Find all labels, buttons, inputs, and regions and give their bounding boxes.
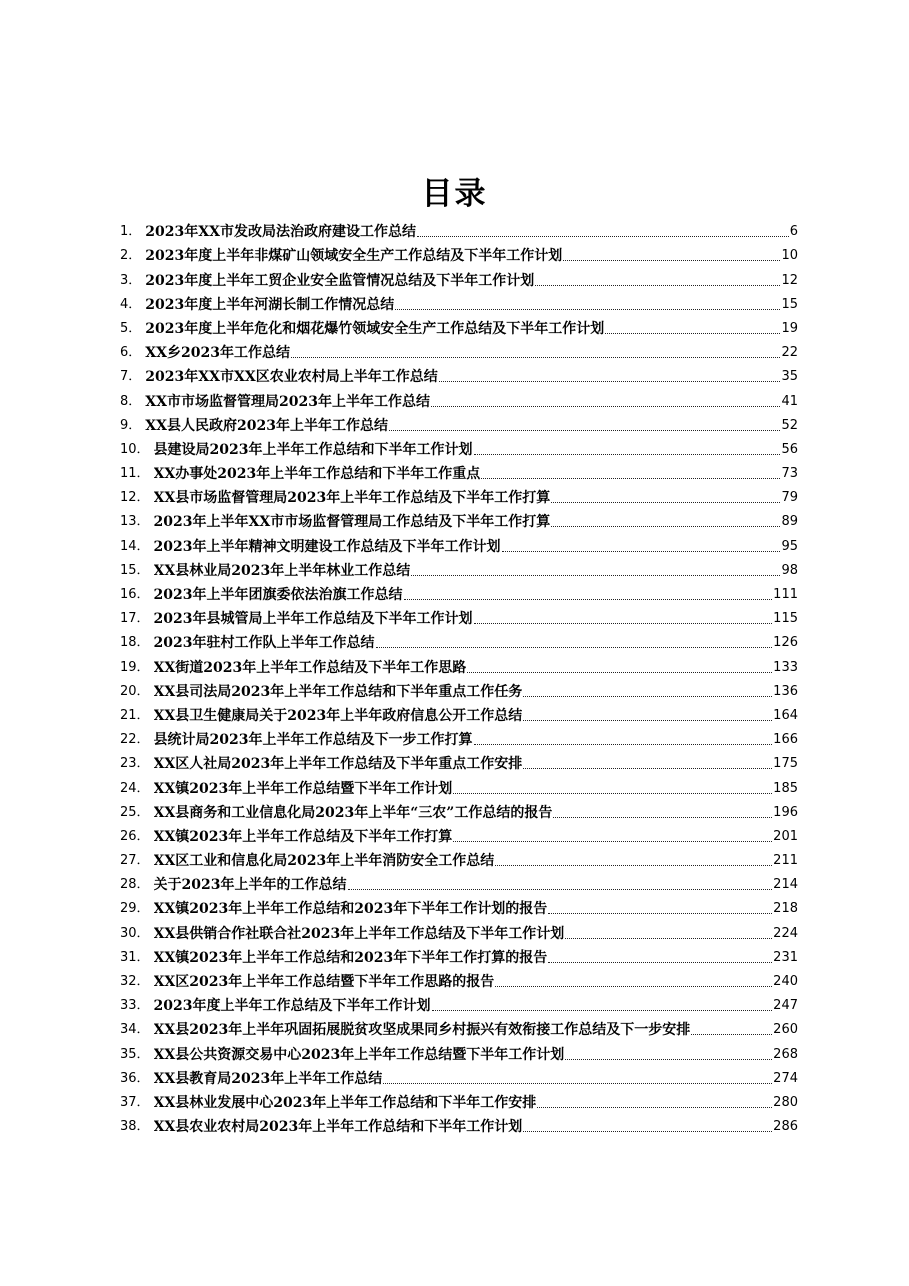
- toc-entry-34[interactable]: [120, 1016, 798, 1040]
- toc-entry-page-number: 115: [773, 611, 798, 627]
- toc-entry-number: 7．: [120, 369, 142, 385]
- toc-dot-leader: [404, 599, 773, 600]
- toc-entry-page-number: 286: [773, 1119, 798, 1135]
- toc-entry-title: 2023年县城管局上半年工作总结及下半年工作计划: [153, 611, 473, 628]
- toc-entry-page-number: 175: [773, 756, 798, 772]
- toc-entry-title: XX办事处2023年上半年工作总结和下半年工作重点: [153, 466, 481, 483]
- toc-entry-8[interactable]: [120, 387, 798, 411]
- toc-dot-leader: [523, 1131, 772, 1132]
- toc-dot-leader: [474, 623, 773, 624]
- toc-entry-number: 27．: [120, 853, 150, 869]
- toc-dot-leader: [474, 744, 773, 745]
- toc-dot-leader: [417, 236, 789, 237]
- toc-entry-35[interactable]: [120, 1040, 798, 1064]
- toc-dot-leader: [605, 333, 780, 334]
- toc-dot-leader: [411, 575, 780, 576]
- toc-entry-title: XX县教育局2023年上半年工作总结: [153, 1070, 383, 1087]
- toc-dot-leader: [291, 357, 780, 358]
- toc-entry-title: XX县司法局2023年上半年工作总结和下半年重点工作任务: [153, 683, 523, 700]
- toc-entry-title: XX县公共资源交易中心2023年上半年工作总结暨下半年工作计划: [153, 1046, 565, 1063]
- toc-entry-title: XX区2023年上半年工作总结暨下半年工作思路的报告: [153, 974, 495, 990]
- toc-entry-title: XX县供销合作社联合社2023年上半年工作总结及下半年工作计划: [153, 925, 565, 942]
- toc-entry-title: XX街道2023年上半年工作总结及下半年工作思路: [153, 659, 467, 676]
- toc-dot-leader: [548, 913, 772, 914]
- toc-entry-number: 9．: [120, 417, 142, 433]
- toc-entry-27[interactable]: [120, 847, 798, 871]
- toc-entry-10[interactable]: [120, 436, 798, 460]
- toc-entry-title: 2023年度上半年非煤矿山领域安全生产工作总结及下半年工作计划: [145, 248, 563, 265]
- toc-dot-leader: [565, 1059, 772, 1060]
- toc-entry-number: 5．: [120, 320, 142, 336]
- toc-entry-number: 14．: [120, 538, 150, 554]
- toc-entry-number: 23．: [120, 756, 150, 772]
- toc-entry-page-number: 95: [781, 538, 798, 554]
- toc-entry-number: 20．: [120, 683, 150, 699]
- toc-dot-leader: [548, 962, 772, 963]
- toc-dot-leader: [691, 1034, 772, 1035]
- toc-entry-page-number: 73: [781, 466, 798, 482]
- toc-entry-14[interactable]: [120, 532, 798, 556]
- toc-dot-leader: [523, 768, 772, 769]
- toc-entry-11[interactable]: [120, 460, 798, 484]
- toc-entry-7[interactable]: [120, 363, 798, 387]
- toc-entry-page-number: 185: [773, 780, 798, 796]
- toc-entry-18[interactable]: [120, 629, 798, 653]
- toc-entry-number: 22．: [120, 732, 150, 748]
- toc-entry-page-number: 19: [781, 320, 798, 336]
- toc-dot-leader: [432, 1010, 773, 1011]
- toc-dot-leader: [523, 720, 772, 721]
- toc-dot-leader: [481, 478, 780, 479]
- toc-entry-number: 25．: [120, 804, 150, 820]
- toc-entry-page-number: 196: [773, 804, 798, 820]
- toc-entry-title: XX市市场监督管理局2023年上半年工作总结: [145, 393, 430, 410]
- toc-entry-17[interactable]: [120, 605, 798, 629]
- toc-entry-22[interactable]: [120, 726, 798, 750]
- toc-entry-number: 35．: [120, 1046, 150, 1062]
- toc-entry-33[interactable]: [120, 992, 798, 1016]
- toc-dot-leader: [453, 793, 772, 794]
- toc-entry-36[interactable]: [120, 1065, 798, 1089]
- toc-dot-leader: [376, 647, 773, 648]
- toc-entry-title: 2023年上半年团旗委依法治旗工作总结: [153, 587, 403, 603]
- toc-entry-title: XX镇2023年上半年工作总结及下半年工作打算: [153, 828, 453, 845]
- toc-entry-title: 2023年XX市XX区农业农村局上半年工作总结: [145, 369, 438, 386]
- toc-entry-page-number: 12: [781, 272, 798, 288]
- toc-title: 目录: [421, 176, 488, 212]
- toc-dot-leader: [495, 986, 772, 987]
- toc-entry-number: 18．: [120, 635, 150, 651]
- toc-entry-page-number: 10: [781, 248, 798, 264]
- toc-entry-title: XX县人民政府2023年上半年工作总结: [145, 417, 388, 434]
- toc-entry-title: 2023年上半年XX市市场监督管理局工作总结及下半年工作打算: [153, 514, 551, 531]
- toc-entry-5[interactable]: [120, 315, 798, 339]
- toc-entry-title: 2023年度上半年河湖长制工作情况总结: [145, 296, 395, 313]
- toc-entry-page-number: 211: [773, 853, 798, 869]
- toc-entry-title: XX镇2023年上半年工作总结和2023年下半年工作打算的报告: [153, 949, 548, 966]
- toc-entry-page-number: 280: [773, 1094, 798, 1110]
- toc-entry-title: XX区人社局2023年上半年工作总结及下半年重点工作安排: [153, 756, 523, 773]
- toc-entry-9[interactable]: [120, 412, 798, 436]
- toc-dot-leader: [431, 406, 780, 407]
- toc-entry-30[interactable]: [120, 919, 798, 943]
- toc-entry-page-number: 126: [773, 635, 798, 651]
- toc-entry-page-number: 166: [773, 732, 798, 748]
- toc-dot-leader: [395, 309, 780, 310]
- toc-entry-number: 10．: [120, 441, 150, 457]
- toc-entry-title: XX县2023年上半年巩固拓展脱贫攻坚成果同乡村振兴有效衔接工作总结及下一步安排: [153, 1022, 691, 1039]
- toc-entry-13[interactable]: [120, 508, 798, 532]
- toc-entry-title: XX县林业发展中心2023年上半年工作总结和下半年工作安排: [153, 1094, 537, 1111]
- toc-entry-page-number: 201: [773, 828, 798, 844]
- toc-entry-32[interactable]: [120, 968, 798, 992]
- toc-dot-leader: [348, 889, 773, 890]
- toc-entry-page-number: 136: [773, 683, 798, 699]
- toc-dot-leader: [537, 1107, 772, 1108]
- toc-entry-31[interactable]: [120, 944, 798, 968]
- toc-entry-page-number: 89: [781, 514, 798, 530]
- toc-entry-page-number: 260: [773, 1022, 798, 1038]
- toc-entry-number: 11．: [120, 466, 150, 482]
- toc-dot-leader: [495, 865, 772, 866]
- toc-entry-25[interactable]: [120, 799, 798, 823]
- toc-entry-page-number: 15: [781, 296, 798, 312]
- toc-entry-21[interactable]: [120, 702, 798, 726]
- toc-entry-title: 县统计局2023年上半年工作总结及下一步工作打算: [153, 732, 473, 749]
- toc-entry-number: 21．: [120, 707, 150, 723]
- toc-entry-number: 24．: [120, 780, 150, 796]
- toc-entry-page-number: 41: [781, 393, 798, 409]
- toc-entry-title: 2023年驻村工作队上半年工作总结: [153, 635, 375, 652]
- toc-entry-number: 12．: [120, 490, 150, 506]
- toc-dot-leader: [474, 454, 781, 455]
- toc-entry-3[interactable]: [120, 266, 798, 290]
- toc-entry-4[interactable]: [120, 291, 798, 315]
- toc-dot-leader: [467, 672, 772, 673]
- toc-entry-page-number: 218: [773, 901, 798, 917]
- toc-entry-title: XX县农业农村局2023年上半年工作总结和下半年工作计划: [153, 1119, 523, 1136]
- toc-entry-title: XX县林业局2023年上半年林业工作总结: [153, 562, 411, 579]
- toc-dot-leader: [563, 260, 780, 261]
- toc-entry-29[interactable]: [120, 895, 798, 919]
- toc-entry-title: 2023年度上半年危化和烟花爆竹领域安全生产工作总结及下半年工作计划: [145, 320, 605, 337]
- toc-entry-19[interactable]: [120, 653, 798, 677]
- toc-entry-page-number: 35: [781, 369, 798, 385]
- toc-entry-15[interactable]: [120, 557, 798, 581]
- toc-entry-page-number: 52: [781, 417, 798, 433]
- toc-entry-title: 县建设局2023年上半年工作总结和下半年工作计划: [153, 441, 473, 458]
- toc-dot-leader: [523, 696, 772, 697]
- toc-entry-number: 38．: [120, 1119, 150, 1135]
- toc-dot-leader: [453, 841, 772, 842]
- toc-entry-number: 26．: [120, 828, 150, 844]
- toc-entry-page-number: 247: [773, 998, 798, 1014]
- toc-entry-page-number: 164: [773, 707, 798, 723]
- toc-entry-26[interactable]: [120, 823, 798, 847]
- toc-entry-12[interactable]: [120, 484, 798, 508]
- toc-entry-page-number: 274: [773, 1070, 798, 1086]
- toc-entry-title: XX镇2023年上半年工作总结和2023年下半年工作计划的报告: [153, 901, 548, 918]
- toc-entry-24[interactable]: [120, 774, 798, 798]
- toc-entry-6[interactable]: [120, 339, 798, 363]
- toc-entry-page-number: 231: [773, 949, 798, 965]
- toc-entry-number: 34．: [120, 1022, 150, 1038]
- toc-entry-number: 28．: [120, 877, 150, 893]
- toc-entry-38[interactable]: [120, 1113, 798, 1137]
- toc-entry-page-number: 224: [773, 925, 798, 941]
- toc-dot-leader: [389, 430, 780, 431]
- toc-entry-page-number: 268: [773, 1046, 798, 1062]
- toc-entry-number: 29．: [120, 901, 150, 917]
- toc-dot-leader: [565, 938, 772, 939]
- toc-entry-20[interactable]: [120, 678, 798, 702]
- toc-entry-number: 30．: [120, 925, 150, 941]
- toc-entry-title: 2023年XX市发改局法治政府建设工作总结: [145, 224, 416, 241]
- toc-entry-title: XX县市场监督管理局2023年上半年工作总结及下半年工作打算: [153, 490, 551, 507]
- toc-entry-title: 关于2023年上半年的工作总结: [153, 877, 347, 894]
- toc-entry-page-number: 79: [781, 490, 798, 506]
- toc-entry-number: 31．: [120, 949, 150, 965]
- toc-entry-page-number: 98: [781, 562, 798, 578]
- toc-entry-number: 4．: [120, 296, 142, 312]
- toc-entry-title: XX乡2023年工作总结: [145, 345, 290, 362]
- toc-entry-page-number: 22: [781, 345, 798, 361]
- toc-entry-number: 2．: [120, 248, 142, 264]
- toc-entry-page-number: 214: [773, 877, 798, 893]
- toc-entry-page-number: 111: [773, 587, 798, 602]
- toc-dot-leader: [439, 381, 781, 382]
- toc-entry-number: 17．: [120, 611, 150, 627]
- toc-entry-number: 16．: [120, 587, 150, 602]
- toc-entry-number: 1．: [120, 224, 142, 240]
- toc-dot-leader: [502, 551, 781, 552]
- toc-entry-title: XX区工业和信息化局2023年上半年消防安全工作总结: [153, 853, 495, 870]
- toc-entry-title: XX县商务和工业信息化局2023年上半年“三农”工作总结的报告: [153, 804, 553, 821]
- toc-entry-page-number: 133: [773, 659, 798, 675]
- toc-entry-title: 2023年度上半年工贸企业安全监管情况总结及下半年工作计划: [145, 272, 535, 289]
- toc-entry-title: 2023年上半年精神文明建设工作总结及下半年工作计划: [153, 538, 501, 555]
- toc-entry-number: 37．: [120, 1094, 150, 1110]
- toc-entry-title: XX镇2023年上半年工作总结暨下半年工作计划: [153, 780, 453, 797]
- toc-entry-number: 8．: [120, 393, 142, 409]
- toc-entry-number: 36．: [120, 1070, 150, 1086]
- toc-entry-1[interactable]: [120, 218, 798, 242]
- toc-dot-leader: [551, 502, 780, 503]
- toc-dot-leader: [553, 817, 772, 818]
- toc-entry-number: 3．: [120, 272, 142, 288]
- toc-entry-number: 13．: [120, 514, 150, 530]
- toc-dot-leader: [535, 285, 780, 286]
- toc-entry-23[interactable]: [120, 750, 798, 774]
- toc-entry-number: 15．: [120, 562, 150, 578]
- toc-entry-2[interactable]: [120, 242, 798, 266]
- toc-entry-page-number: 56: [781, 441, 798, 457]
- toc-list: [120, 218, 798, 1137]
- toc-entry-number: 33．: [120, 998, 150, 1014]
- toc-entry-title: XX县卫生健康局关于2023年上半年政府信息公开工作总结: [153, 707, 523, 724]
- toc-entry-page-number: 6: [789, 224, 798, 240]
- toc-entry-37[interactable]: [120, 1089, 798, 1113]
- toc-entry-page-number: 240: [773, 974, 798, 989]
- toc-dot-leader: [383, 1083, 772, 1084]
- toc-entry-number: 32．: [120, 974, 150, 989]
- toc-entry-number: 19．: [120, 659, 150, 675]
- toc-entry-28[interactable]: [120, 871, 798, 895]
- toc-entry-title: 2023年度上半年工作总结及下半年工作计划: [153, 998, 431, 1015]
- toc-dot-leader: [551, 526, 780, 527]
- toc-entry-16[interactable]: [120, 581, 798, 605]
- toc-entry-number: 6．: [120, 345, 142, 361]
